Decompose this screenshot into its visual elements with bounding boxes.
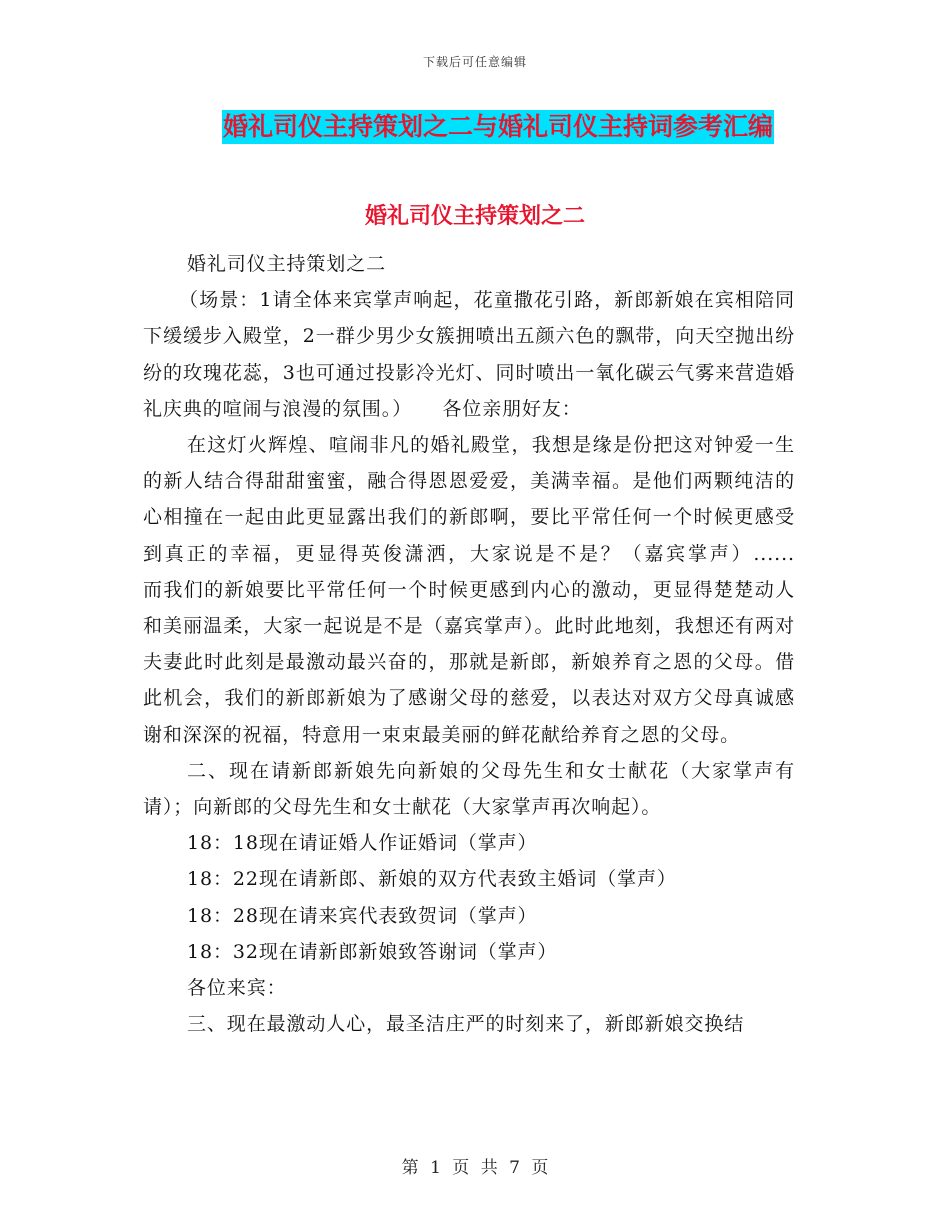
main-title: 婚礼司仪主持策划之二与婚礼司仪主持词参考汇编: [222, 110, 774, 144]
schedule-item: 18：32现在请新郎新娘致答谢词（掌声）: [187, 940, 558, 963]
paragraph-address: 各位来宾：: [187, 977, 287, 1000]
paragraph-scene: （场景：1请全体来宾掌声响起，花童撒花引路，新郎新娘在宾相陪同下缓缓步入殿堂，2一群少男少女簇拥喷出五颜六色的飘带，向天空抛出纷纷的玫瑰花蕊，3也可通过投影冷光灯、同时喷出一氧化碳云气雾来营造婚礼庆典的喧闹与浪漫的氛围。） 各位亲朋好友：: [143, 289, 795, 420]
document-body: [143, 246, 835, 1042]
paragraph-heading: 婚礼司仪主持策划之二: [187, 253, 387, 275]
paragraph-flower-presentation: 二、现在请新郎新娘先向新娘的父母先生和女士献花（大家掌声有请）；向新郎的父母先生和女士献花（大家掌声再次响起）。: [143, 759, 795, 819]
paragraph-opening-speech: 在这灯火辉煌、喧闹非凡的婚礼殿堂，我想是缘是份把这对钟爱一生的新人结合得甜甜蜜蜜，融合得恩恩爱爱，美满幸福。是他们两颗纯洁的心相撞在一起由此更显露出我们的新郎啊，要比平常任何一个时候更感受到真正的幸福，更显得英俊潇洒，大家说是不是？（嘉宾掌声）...... 而我们的新娘要比平常任何一个时候更感到内心的激动，更显得楚楚动人和美丽温柔，大家一起说是不是（嘉宾掌声）。此时此地刻，我想还有两对夫妻此时此刻是最激动最兴奋的，那就是新郎，新娘养育之恩的父母。借此机会，我们的新郎新娘为了感谢父母的慈爱，以表达对双方父母真诚感谢和深深的祝福，特意用一束束最美丽的鲜花献给养育之恩的父母。: [143, 434, 835, 746]
page-footer: 第 1 页 共 7 页: [401, 1158, 549, 1178]
schedule-item: 18：28现在请来宾代表致贺词（掌声）: [187, 904, 538, 927]
section-title: 婚礼司仪主持策划之二: [364, 203, 585, 229]
schedule-item: 18：18现在请证婚人作证婚词（掌声）: [187, 832, 538, 855]
main-title-container: [0, 110, 950, 144]
schedule-item: 18：22现在请新郎、新娘的双方代表致主婚词（掌声）: [187, 868, 677, 891]
page-header: 下载后可任意编辑: [422, 55, 527, 69]
paragraph-ring-exchange: 三、现在最激动人心，最圣洁庄严的时刻来了，新郎新娘交换结: [187, 1013, 745, 1036]
